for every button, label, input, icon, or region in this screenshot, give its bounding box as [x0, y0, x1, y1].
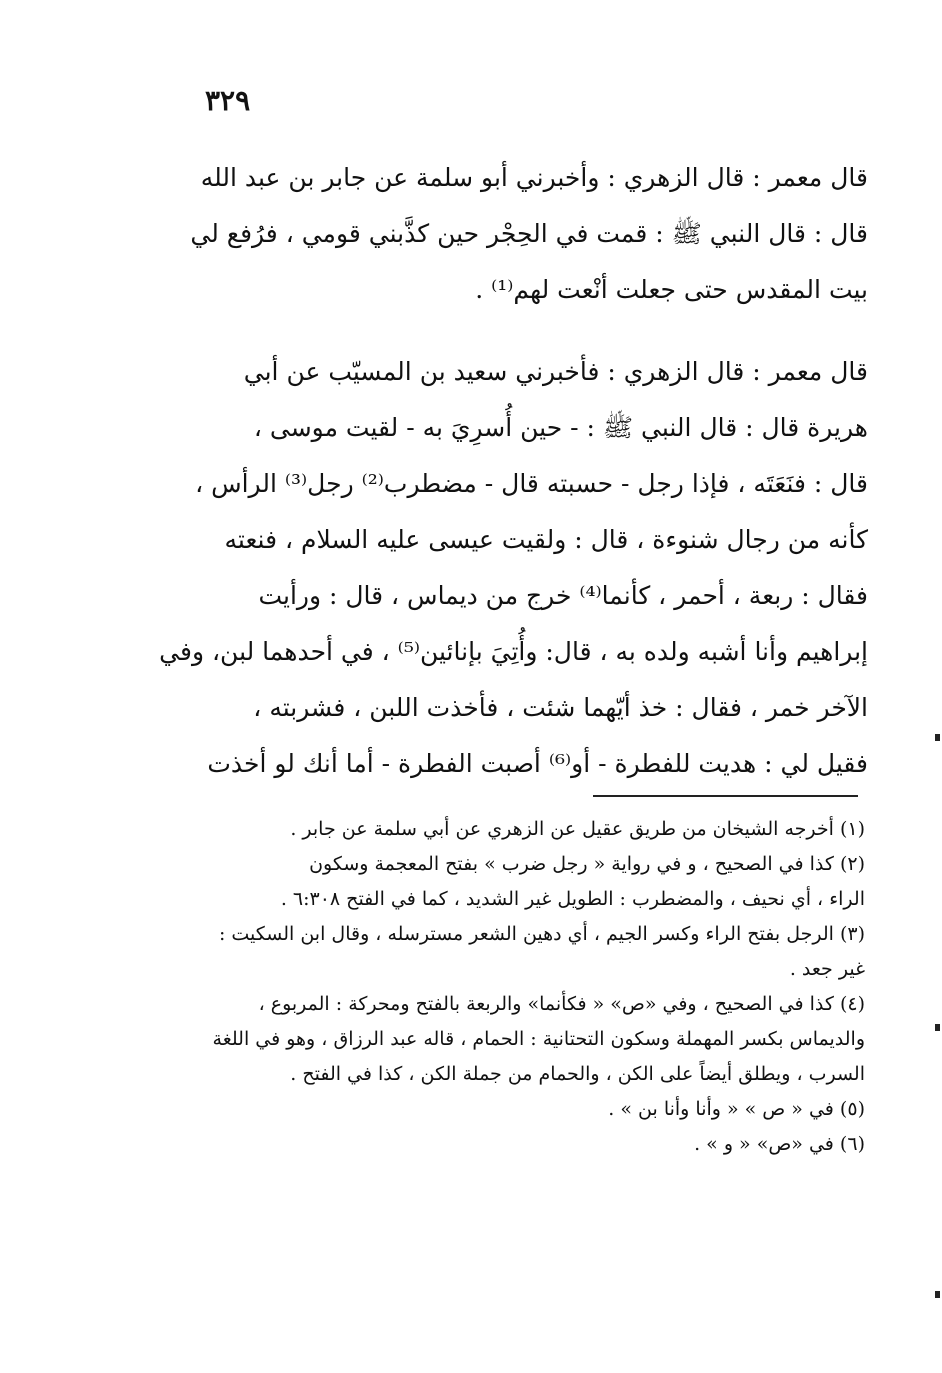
text-line: قال معمر : قال الزهري : وأخبرني أبو سلمة عن جابر بن عبد الله	[200, 163, 868, 192]
text-line: إبراهيم وأنا أشبه ولده به ، قال: وأُتِيَ بإنائين⁽⁵⁾ ، في أحدهما لبن، وفي	[159, 637, 868, 666]
footnotes	[195, 812, 865, 1162]
text-line: قال : فنَعَتَه ، فإذا رجل - حسبته قال - مضطرب⁽²⁾ رجل⁽³⁾ الرأس ،	[195, 469, 868, 498]
text-line: الآخر خمر ، فقال : خذ أيّهما شئت ، فأخذت اللبن ، فشربته ،	[253, 693, 868, 722]
text-line: بيت المقدس حتى جعلت أنْعت لهم⁽¹⁾ .	[475, 275, 868, 304]
text-line: فقال : ربعة ، أحمر ، كأنما⁽⁴⁾ خرج من ديماس ، قال : ورأيت	[258, 581, 868, 610]
footnote-line: (٤) كذا في الصحيح ، وفي «ص» « فكأنما» والربعة بالفتح ومحركة : المربوع ،	[258, 993, 865, 1015]
footnote-5	[195, 1092, 865, 1127]
footnote-3	[195, 917, 865, 987]
footnote-line: (٦) في «ص» « و » .	[694, 1133, 865, 1155]
footnote-6	[195, 1127, 865, 1162]
footnote-2	[195, 847, 865, 917]
footnote-1	[195, 812, 865, 847]
text-line: هريرة قال : قال النبي ﷺ : - حين أُسرِيَ به - لقيت موسى ،	[253, 413, 868, 442]
footnote-line: السرب ، ويطلق أيضاً على الكن ، والحمام من جملة الكن ، كذا في الفتح .	[290, 1063, 865, 1085]
footnote-line: (٢) كذا في الصحيح ، و في رواية « رجل ضرب » بفتح المعجمة وسكون	[309, 853, 865, 875]
text-line: كأنه من رجال شنوءة ، قال : ولقيت عيسى عليه السلام ، فنعته	[224, 525, 868, 554]
footnote-4	[195, 987, 865, 1092]
paragraph-1	[190, 150, 868, 318]
text-line: فقيل لي : هديت للفطرة - أو⁽⁶⁾ أصبت الفطرة - أما أنك لو أخذت	[207, 749, 868, 778]
paragraph-2	[159, 344, 868, 792]
footnote-line: غير جعد .	[789, 958, 865, 980]
scan-mark	[935, 734, 940, 741]
footnote-line: الراء ، أي نحيف ، والمضطرب : الطويل غير الشديد ، كما في الفتح ٦:٣٠٨ .	[280, 888, 865, 910]
text-line: قال معمر : قال الزهري : فأخبرني سعيد بن المسيّب عن أبي	[243, 357, 868, 386]
page-number: ٣٢٩	[205, 84, 251, 117]
text-line: قال : قال النبي ﷺ : قمت في الحِجْر حين كذَّبني قومي ، فرُفع لي	[190, 219, 868, 248]
footnote-line: (٣) الرجل بفتح الراء وكسر الجيم ، أي دهين الشعر مسترسله ، وقال ابن السكيت :	[218, 923, 865, 945]
footnote-line: والديماس بكسر المهملة وسكون التحتانية : الحمام ، قاله عبد الرزاق ، وهو في اللغة	[212, 1028, 865, 1050]
footnote-line: (٥) في « ص » « وأنا وأنا بن » .	[608, 1098, 865, 1120]
scan-mark	[935, 1024, 940, 1031]
scan-mark	[935, 1291, 940, 1298]
footnote-line: (١) أخرجه الشيخان من طريق عقيل عن الزهري عن أبي سلمة عن جابر .	[290, 818, 865, 840]
footnote-divider	[593, 795, 858, 797]
